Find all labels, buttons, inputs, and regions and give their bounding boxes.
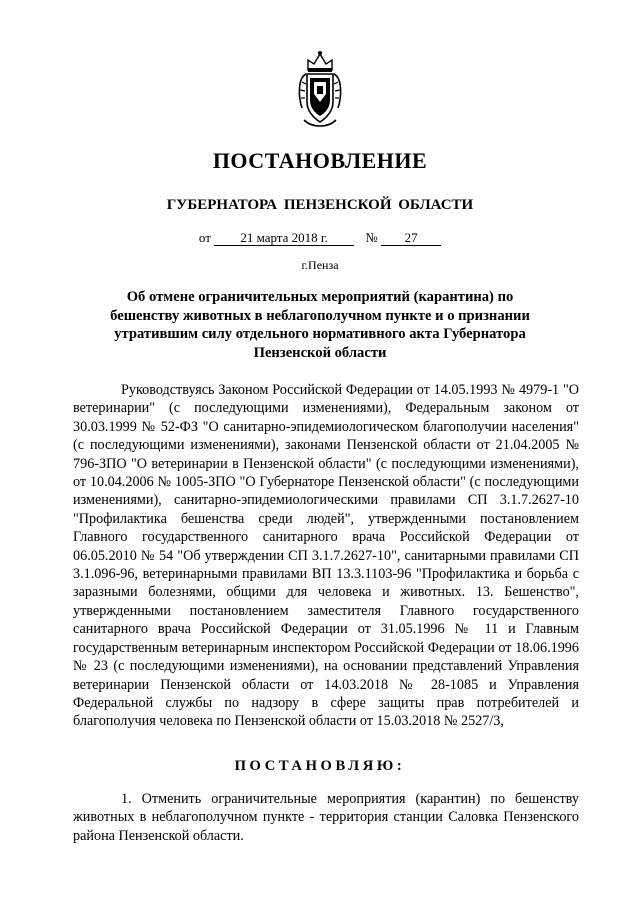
decree-item-1: 1. Отменить ограничительные мероприятия (карантин) по бешенству животных в неблагополучном пункте - территория станции Саловка Пензенского района Пензенской области.	[73, 791, 579, 844]
date-prefix: от	[198, 230, 211, 245]
document-heading: Об отмене ограничительных мероприятий (карантина) по бешенству животных в неблагополучном пункте и о признании утратившим силу отдельного нормативного акта Губернатора Пензенской области	[110, 289, 530, 361]
document-subtitle: ГУБЕРНАТОРА ПЕНЗЕНСКОЙ ОБЛАСТИ	[166, 197, 474, 213]
coat-of-arms-icon	[296, 48, 344, 130]
document-title: ПОСТАНОВЛЕНИЕ	[212, 148, 428, 173]
decree-heading: ПОСТАНОВЛЯЮ:	[234, 758, 406, 774]
preamble-paragraph: Руководствуясь Законом Российской Федерации от 14.05.1993 № 4979-1 "О ветеринарии" (с последующими изменениями), Федеральным законом от 30.03.1999 № 52-ФЗ "О санитарно-эпидемиологическом благополучии населения" (с последующими изменениями), законами Пензенской области от 21.04.2005 № 796-ЗПО "О ветеринарии в Пензенской области" (с последующими изменениями), от 10.04.2006 № 1005-ЗПО "О Губернаторе Пензенской области" (с последующими изменениями), санитарно-эпидемиологическими правилами СП 3.1.7.2627-10 "Профилактика бешенства среди людей", утвержденными постановлением Главного государственного санитарного врача Российской Федерации от 06.05.2010 № 54 "Об утверждении СП 3.1.7.2627-10", санитарными правилами СП 3.1.096-96, ветеринарными правилами ВП 13.3.1103-96 "Профилактика и борьба с заразными болезнями, общими для человека и животных. 13. Бешенство", утвержденными постановлением заместителя Главного государственного санитарного врача Российской Федерации от 31.05.1996 № 11 и Главным государственным ветеринарным инспектором Российской Федерации от 18.06.1996 № 23 (с последующими изменениями), на основании представлений Управления ветеринарии Пензенской области от 14.03.2018 № 28-1085 и Управления Федеральной службы по надзору в сфере защиты прав потребителей и благополучия человека по Пензенской области от 15.03.2018 № 2527/3,	[73, 382, 579, 730]
date-value: 21 марта 2018 г.	[214, 231, 354, 246]
date-number-line	[0, 230, 640, 246]
number-prefix: №	[365, 230, 378, 245]
city-label: г.Пенза	[301, 258, 339, 272]
number-value: 27	[381, 231, 441, 246]
